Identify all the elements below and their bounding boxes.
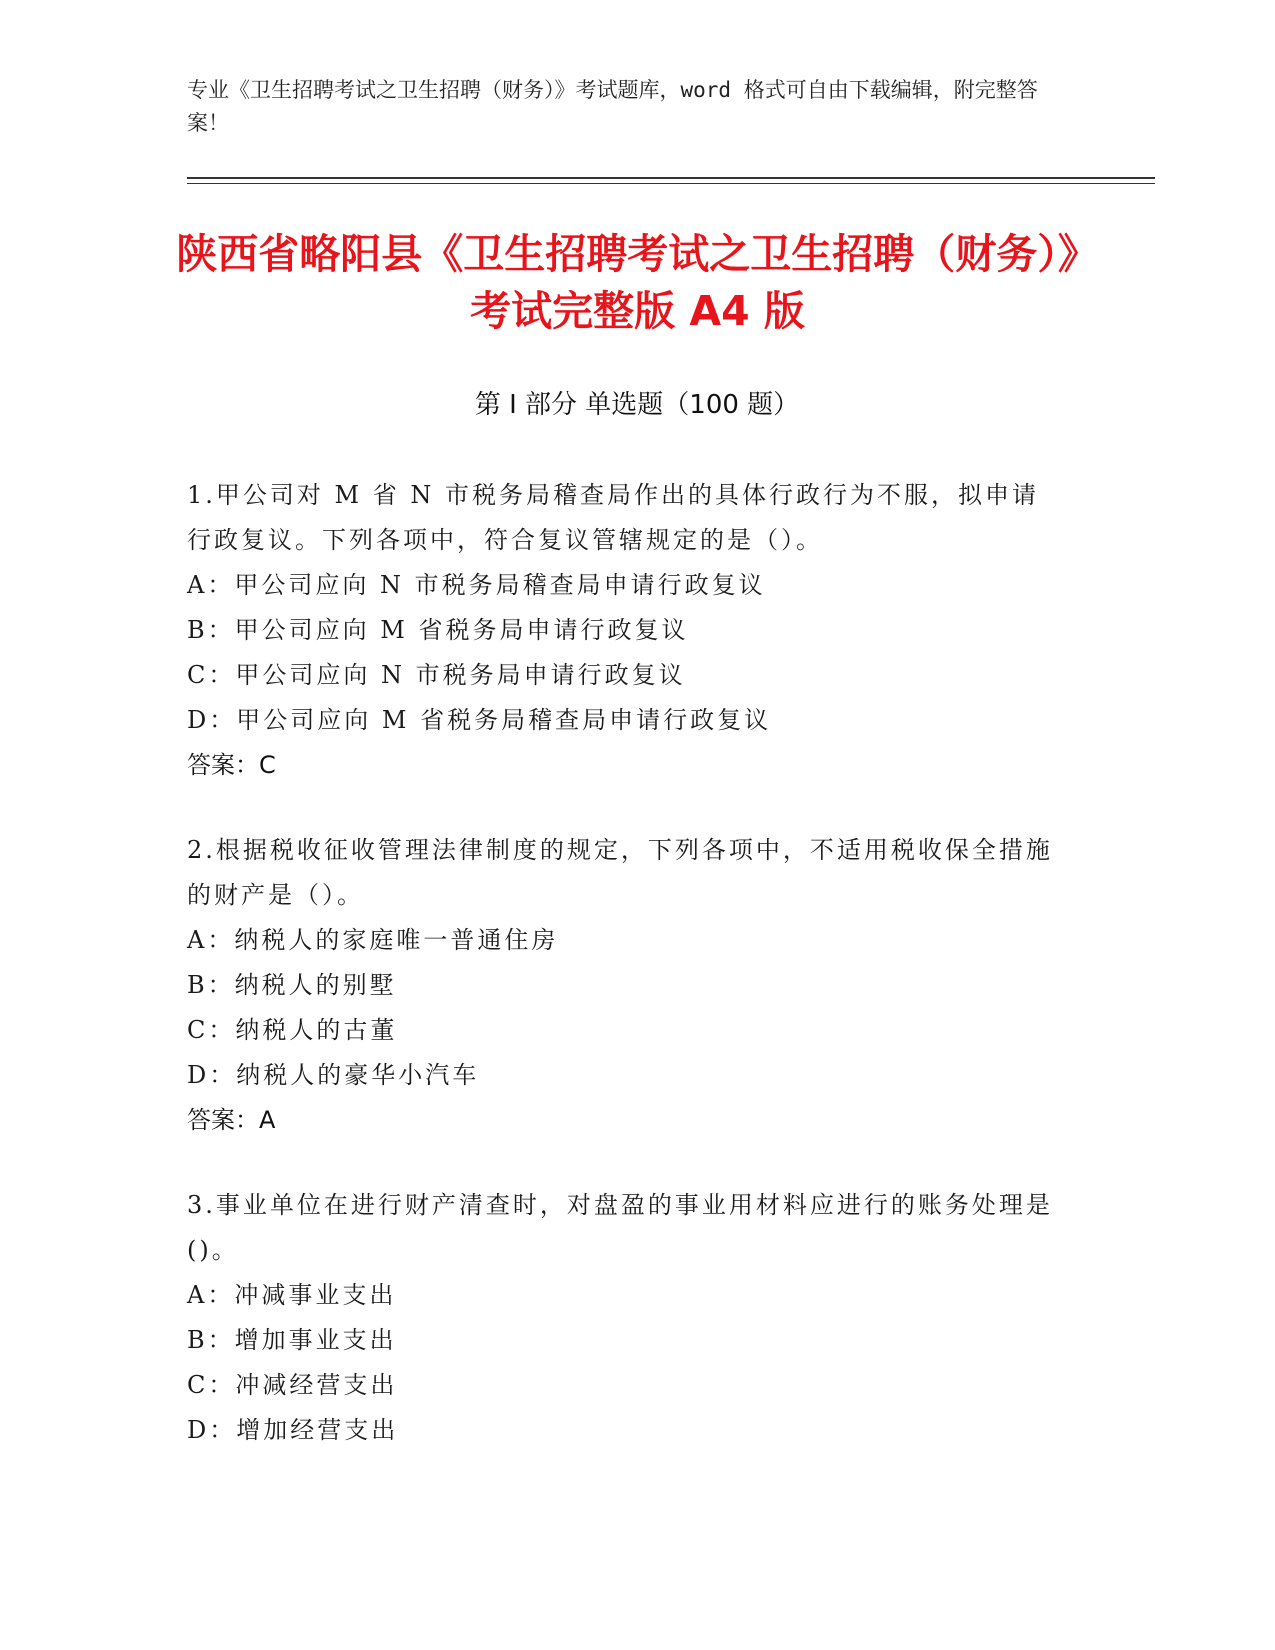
- header-note: 专业《卫生招聘考试之卫生招聘（财务）》考试题库，word 格式可自由下载编辑，附完整答案！: [187, 78, 1038, 135]
- question-item: [187, 828, 1057, 1143]
- option-a: A：纳税人的家庭唯一普通住房: [187, 926, 559, 954]
- question-stem: 3.事业单位在进行财产清查时，对盘盈的事业用材料应进行的账务处理是()。: [187, 1191, 1053, 1264]
- option-d: D：纳税人的豪华小汽车: [187, 1061, 480, 1089]
- option-b: B：纳税人的别墅: [187, 971, 397, 999]
- question-item: [187, 1183, 1057, 1453]
- option-d: D：甲公司应向 M 省税务局稽查局申请行政复议: [187, 706, 772, 734]
- option-c: C：冲减经营支出: [187, 1371, 398, 1399]
- answer: 答案：A: [187, 1106, 276, 1134]
- option-d: D：增加经营支出: [187, 1416, 399, 1444]
- option-b: B：甲公司应向 M 省税务局申请行政复议: [187, 616, 689, 644]
- option-c: C：纳税人的古董: [187, 1016, 398, 1044]
- option-a: A：甲公司应向 N 市税务局稽查局申请行政复议: [187, 571, 766, 599]
- question-item: [187, 473, 1057, 788]
- answer: 答案：C: [187, 751, 276, 779]
- header-divider-thin: [187, 183, 1155, 184]
- option-c: C：甲公司应向 N 市税务局申请行政复议: [187, 661, 686, 689]
- question-stem: 2.根据税收征收管理法律制度的规定，下列各项中，不适用税收保全措施的财产是（）。: [187, 836, 1053, 909]
- header-divider-thick: [187, 177, 1155, 179]
- question-list: [187, 473, 1057, 1493]
- section-heading: 第 I 部分 单选题（100 题）: [474, 390, 800, 420]
- option-b: B：增加事业支出: [187, 1326, 397, 1354]
- option-a: A：冲减事业支出: [187, 1281, 397, 1309]
- question-stem: 1.甲公司对 M 省 N 市税务局稽查局作出的具体行政行为不服，拟申请行政复议。下列各项中，符合复议管辖规定的是（）。: [187, 481, 1039, 554]
- document-title: 陕西省略阳县《卫生招聘考试之卫生招聘（财务）》考试完整版 A4 版: [176, 230, 1099, 335]
